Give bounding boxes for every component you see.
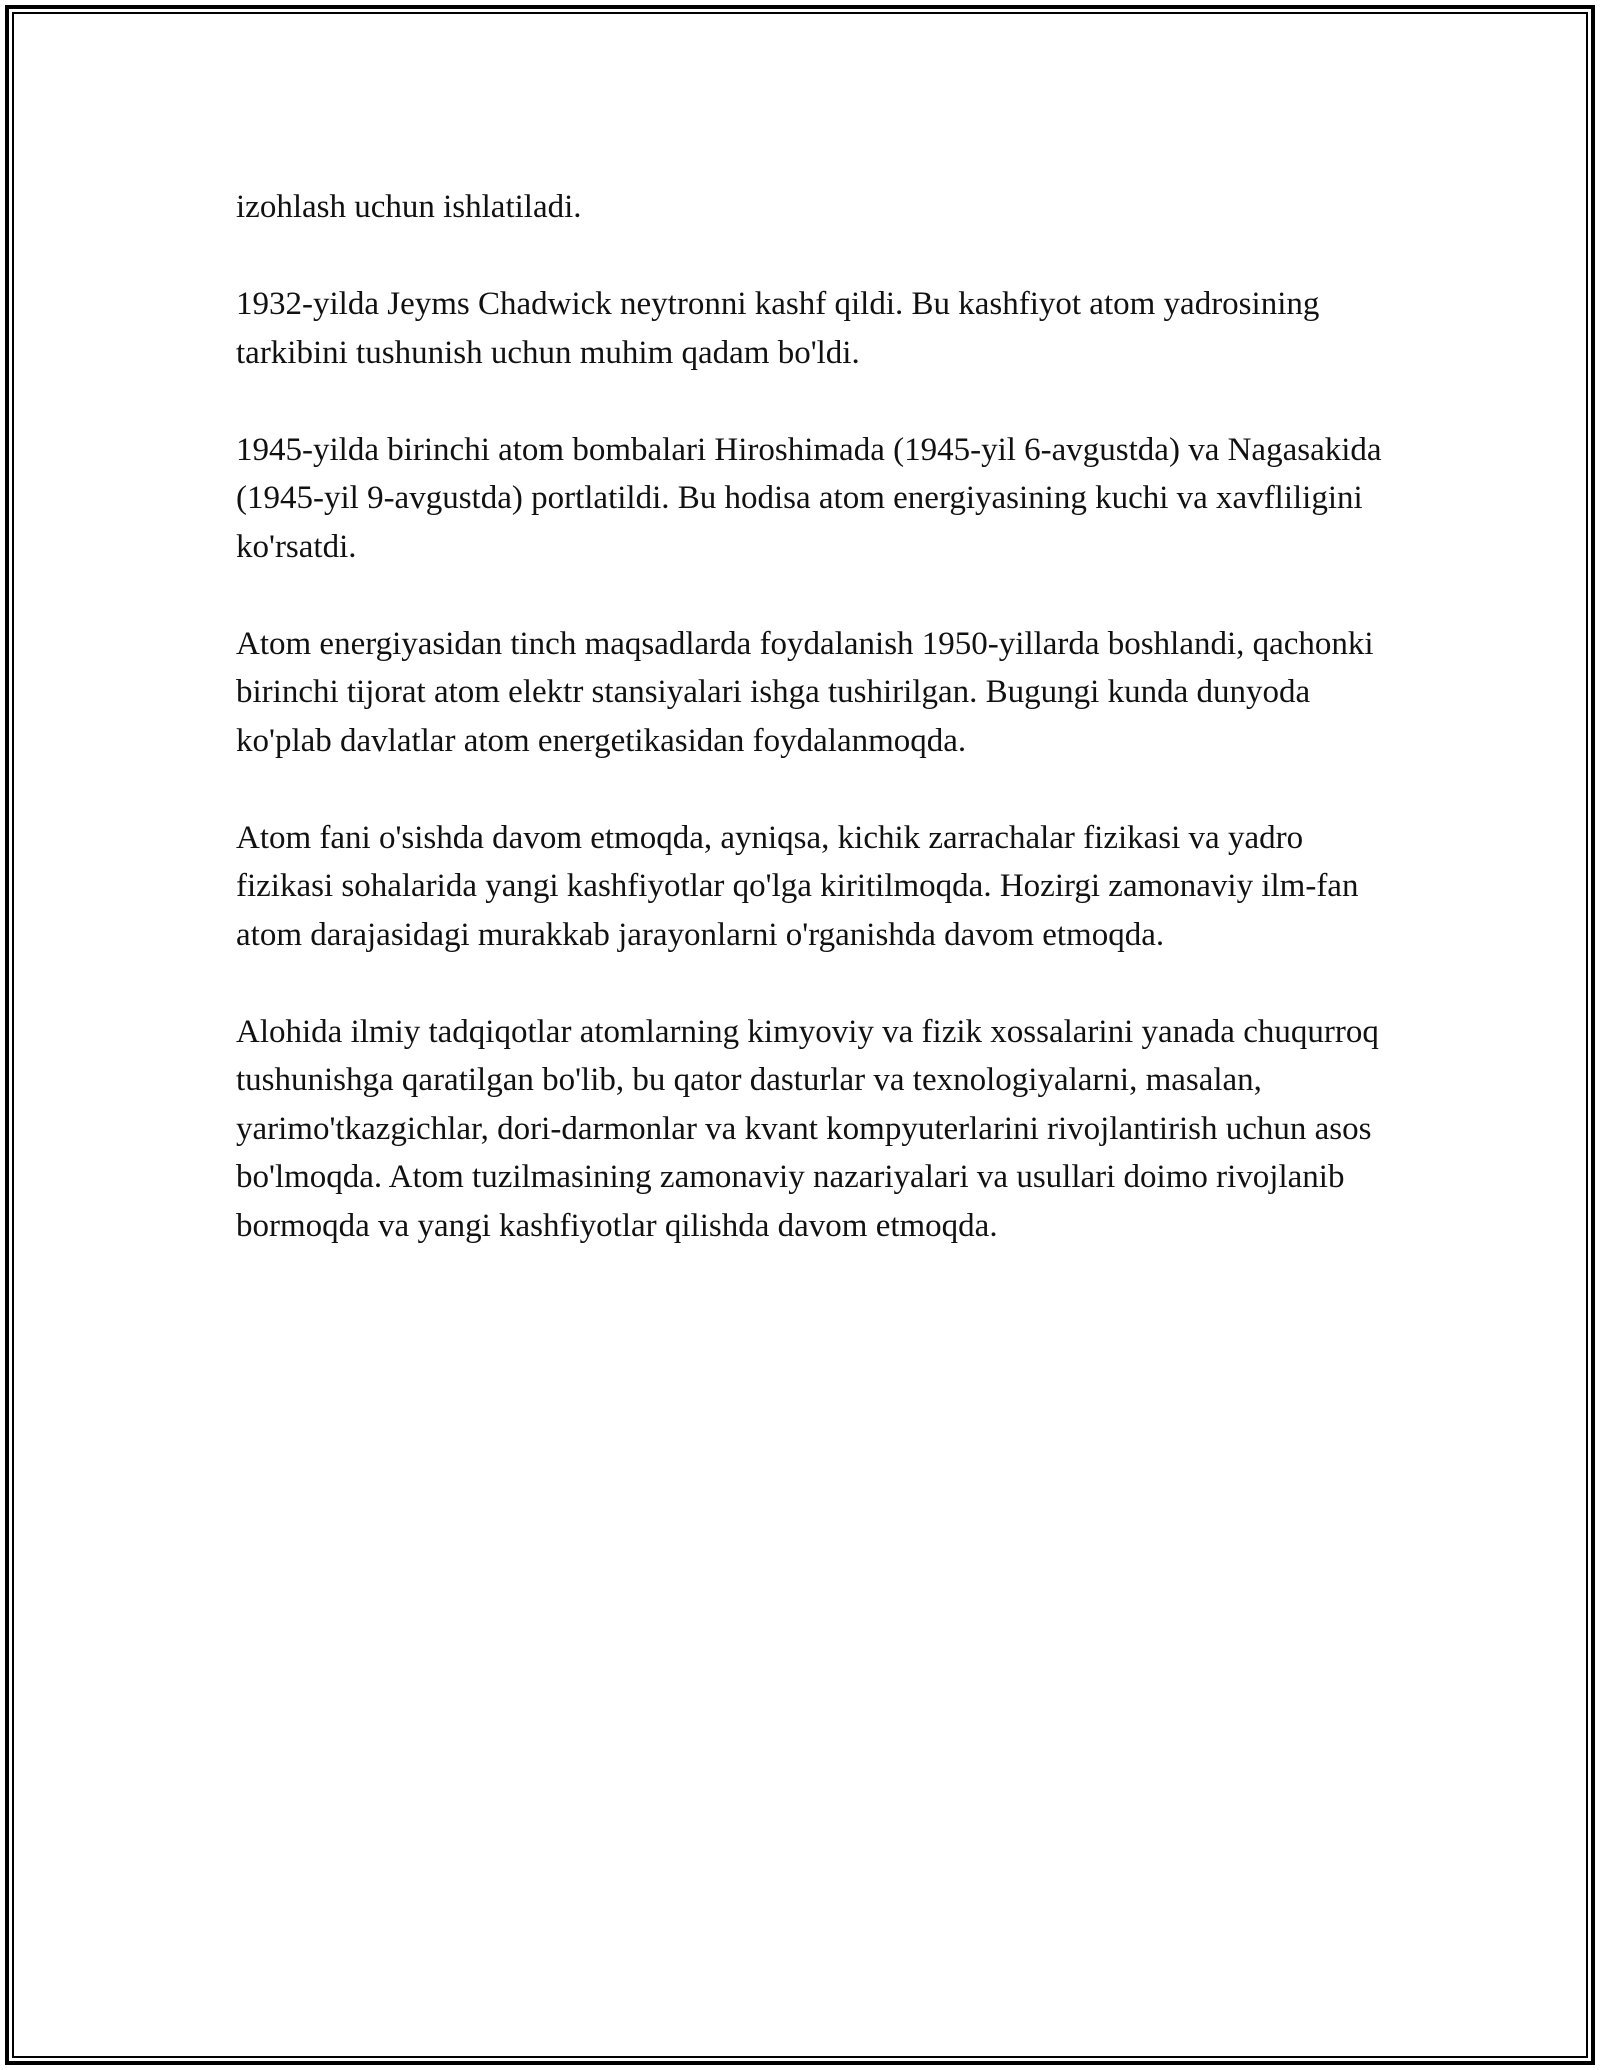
paragraph-continuation: izohlash uchun ishlatiladi. [236, 189, 582, 225]
paragraph-atomic-bombs: 1945-yilda birinchi atom bombalari Hiroshimada (1945-yil 6-avgustda) va Nagasakida (1945-yil 9-avgustda) portlatildi. Bu hodisa atom energiyasining kuchi va xavfliligini ko'rsatdi. [236, 431, 1382, 565]
document-body [236, 183, 1406, 1250]
paragraph-chadwick-neutron: 1932-yilda Jeyms Chadwick neytronni kashf qildi. Bu kashfiyot atom yadrosining tarkibini tushunish uchun muhim qadam bo'ldi. [236, 286, 1320, 371]
paragraph-research: Alohida ilmiy tadqiqotlar atomlarning kimyoviy va fizik xossalarini yanada chuqurroq tushunishga qaratilgan bo'lib, bu qator dasturlar va texnologiyalarni, masalan, yarimo'tkazgichlar, dori-darmonlar va kvant kompyuterlarini rivojlantirish uchun asos bo'lmoqda. Atom tuzilmasining zamonaviy nazariyalari va usullari doimo rivojlanib bormoqda va yangi kashfiyotlar qilishda davom etmoqda. [236, 1013, 1379, 1244]
paragraph-atomic-science: Atom fani o'sishda davom etmoqda, ayniqsa, kichik zarrachalar fizikasi va yadro fizikasi sohalarida yangi kashfiyotlar qo'lga kiritilmoqda. Hozirgi zamonaviy ilm-fan atom darajasidagi murakkab jarayonlarni o'rganishda davom etmoqda. [236, 819, 1359, 953]
paragraph-peaceful-energy: Atom energiyasidan tinch maqsadlarda foydalanish 1950-yillarda boshlandi, qachonki birinchi tijorat atom elektr stansiyalari ishga tushirilgan. Bugungi kunda dunyoda ko'plab davlatlar atom energetikasidan foydalanmoqda. [236, 625, 1374, 759]
